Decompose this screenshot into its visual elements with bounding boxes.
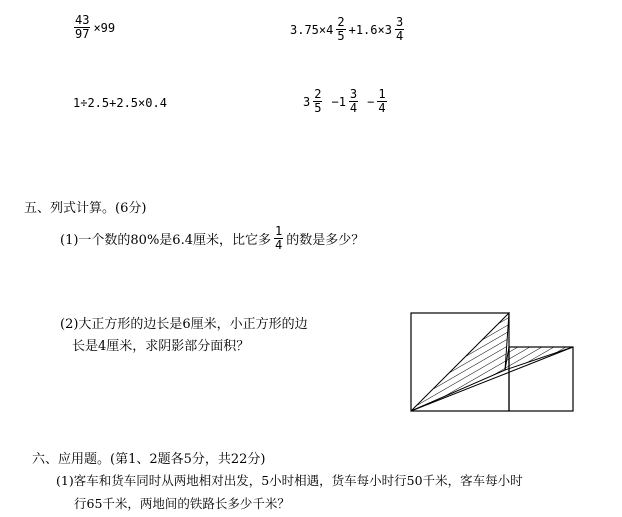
fraction: $\frac{2}{5}$	[337, 15, 345, 43]
fraction: $\frac{3}{4}$	[349, 87, 358, 115]
calc-problem-2: 3.75×4 $\frac{2}{5}$ +1.6×3 $\frac{3}{4}$	[290, 15, 404, 43]
fraction: $\frac{2}{5}$	[314, 87, 322, 115]
fraction: $\frac{3}{4}$	[395, 15, 404, 43]
fraction: $\frac{1}{4}$	[274, 224, 283, 252]
fraction: $\frac{43}{97}$	[75, 13, 90, 41]
section-5-title: 五、列式计算。(6分)	[24, 201, 147, 216]
squares-shaded-figure	[405, 308, 575, 414]
section-5-question-2-line-1: (2)大正方形的边长是6厘米，小正方形的边	[60, 317, 308, 332]
calc-problem-4: 3 $\frac{2}{5}$ −1 $\frac{3}{4}$ − $\frac{1}{4}$	[303, 87, 386, 115]
calc-problem-3: 1÷2.5+2.5×0.4	[73, 96, 167, 110]
shaded-region-2	[505, 347, 573, 370]
section-6-question-1-line-2: 行65千米，两地间的铁路长多少千米？	[74, 496, 290, 511]
fraction: $\frac{1}{4}$	[378, 87, 386, 115]
section-6-title: 六、应用题。(第1、2题各5分，共22分)	[32, 452, 266, 467]
section-5-question-1: (1)一个数的80%是6.4厘米，比它多 $\frac{1}{4}$ 的数是多少？	[60, 224, 365, 252]
calc-problem-1: $\frac{43}{97}$ ×99	[75, 13, 116, 41]
shaded-region-1	[411, 313, 509, 411]
section-6-question-1-line-1: (1)客车和货车同时从两地相对出发，5小时相遇，货车每小时行50千米，客车每小时	[56, 473, 523, 488]
section-5-question-2-line-2: 长是4厘米，求阴影部分面积？	[72, 339, 250, 354]
